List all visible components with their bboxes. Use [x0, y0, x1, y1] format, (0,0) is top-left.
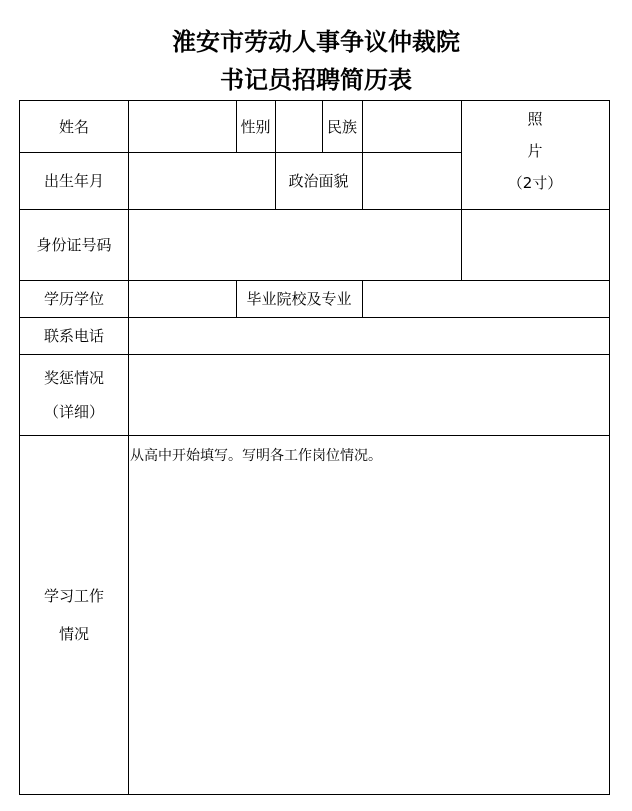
birth-label: 出生年月 — [43, 172, 104, 190]
form-title-line2: 书记员招聘简历表 — [220, 65, 412, 94]
school-major-field[interactable] — [362, 280, 609, 317]
history-label-line1: 学习工作 — [43, 586, 104, 605]
school-major-label: 毕业院校及专业 — [246, 289, 352, 308]
gender-field[interactable] — [275, 100, 322, 153]
ethnicity-label: 民族 — [326, 117, 357, 136]
awards-field[interactable] — [128, 354, 609, 435]
awards-label — [19, 354, 129, 435]
politics-field[interactable] — [362, 152, 461, 210]
phone-field[interactable] — [128, 317, 609, 354]
name-label: 姓名 — [58, 117, 89, 136]
education-field[interactable] — [128, 280, 236, 317]
awards-label-line1: 奖惩情况 — [43, 368, 104, 387]
gender-label: 性别 — [240, 117, 271, 136]
history-instruction: 从高中开始填写。写明各工作岗位情况。 — [130, 448, 382, 464]
politics-label: 政治面貌 — [288, 172, 349, 190]
history-label — [19, 435, 129, 794]
photo-box[interactable] — [461, 100, 609, 210]
photo-label-1: 照 — [527, 110, 543, 128]
history-label-line2: 情况 — [58, 624, 89, 643]
form-title-line1: 淮安市劳动人事争议仲裁院 — [172, 27, 460, 56]
education-label: 学历学位 — [43, 289, 104, 308]
id-number-field[interactable] — [128, 209, 461, 280]
photo-size-label: （2寸） — [507, 174, 563, 192]
table-border-right — [609, 100, 610, 795]
awards-label-line2: （详细） — [43, 402, 104, 421]
birth-field[interactable] — [128, 152, 275, 210]
photo-label-2: 片 — [527, 142, 543, 160]
phone-label: 联系电话 — [43, 326, 104, 345]
ethnicity-field[interactable] — [362, 100, 461, 153]
id-extra-field[interactable] — [461, 209, 609, 280]
id-number-label: 身份证号码 — [36, 235, 112, 254]
table-border-bottom — [19, 794, 610, 795]
name-field[interactable] — [128, 100, 236, 153]
history-field[interactable] — [128, 465, 609, 794]
